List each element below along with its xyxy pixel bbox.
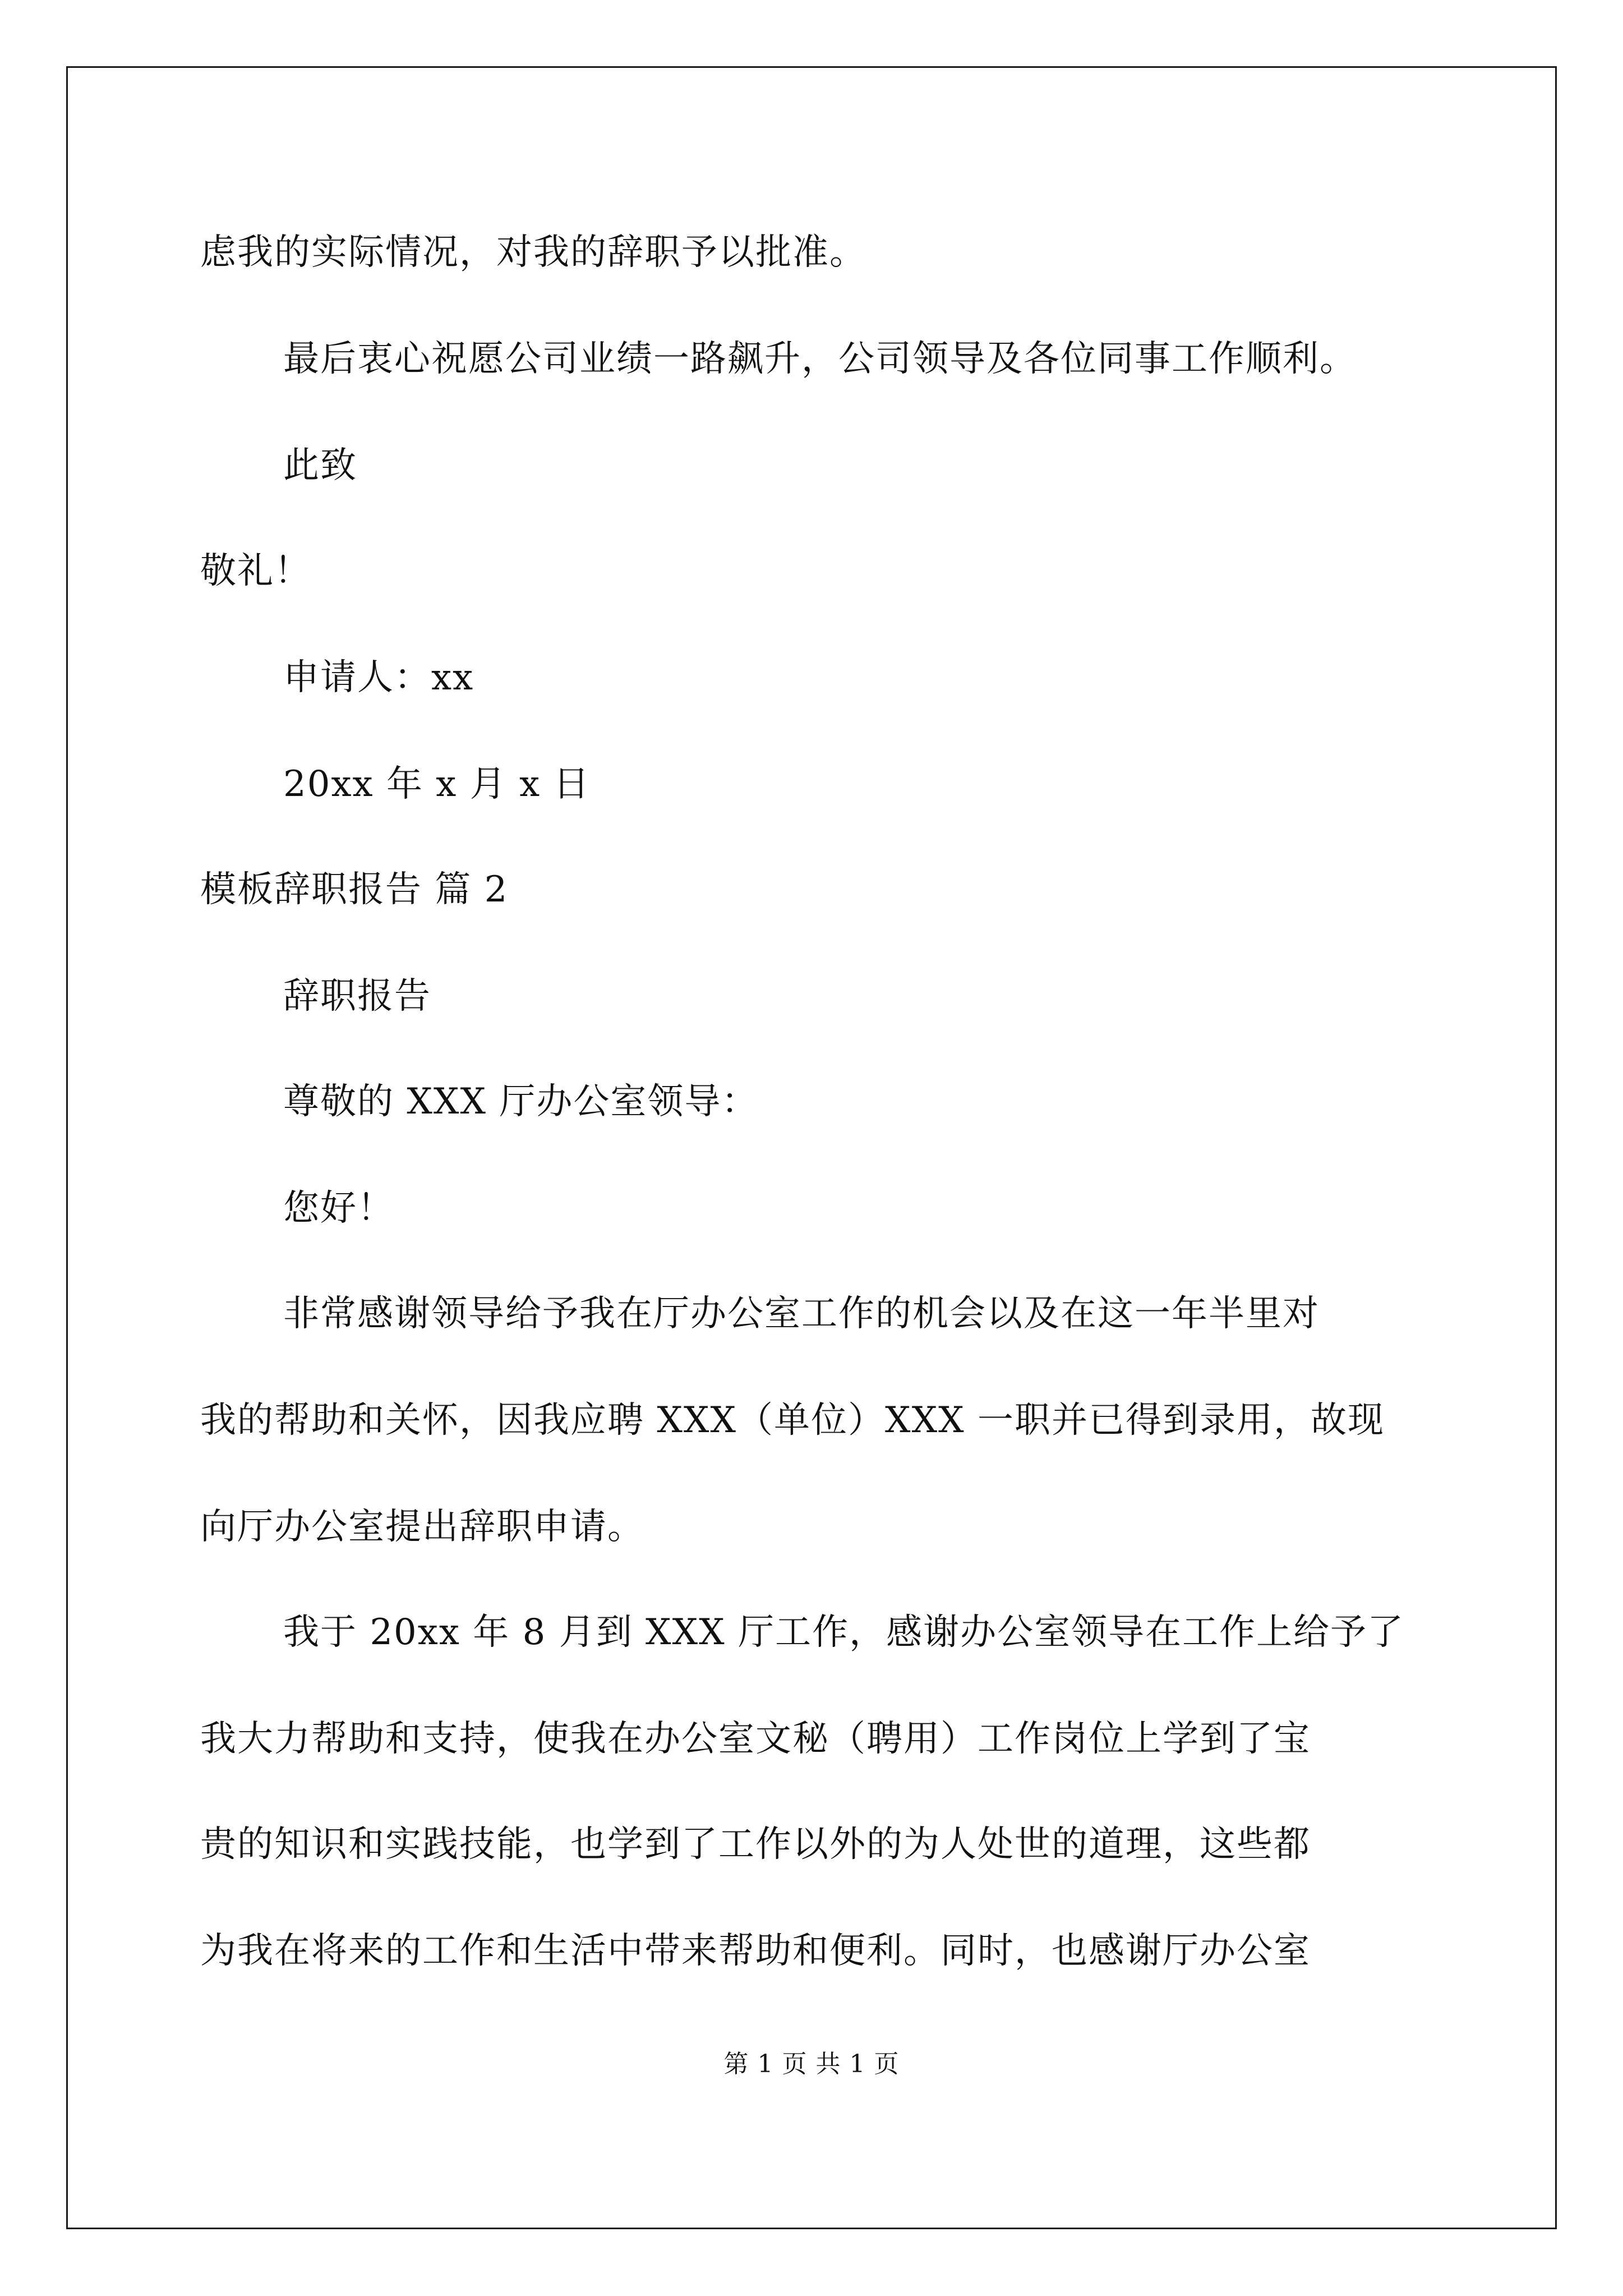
body-line-3: 非常感谢领导给予我在厅办公室工作的机会以及在这一年半里对 — [283, 1293, 1320, 1335]
body-line-9: 为我在将来的工作和生活中带来帮助和便利。同时，也感谢厅办公室 — [200, 1930, 1311, 1972]
signature-date: 20xx 年 x 月 x 日 — [283, 763, 591, 805]
page-border — [66, 66, 1557, 2229]
letter-greeting: 您好！ — [283, 1188, 394, 1229]
body-line-4: 我的帮助和关怀，因我应聘 XXX（单位）XXX 一职并已得到录用，故现 — [200, 1400, 1385, 1441]
closing-regards: 敬礼！ — [200, 550, 311, 592]
applicant-signature: 申请人：xx — [283, 657, 474, 698]
body-line-1: 虑我的实际情况，对我的辞职予以批准。 — [200, 232, 866, 273]
body-line-5: 向厅办公室提出辞职申请。 — [200, 1506, 644, 1548]
body-line-6: 我于 20xx 年 8 月到 XXX 厅工作，感谢办公室领导在工作上给予了 — [283, 1612, 1405, 1653]
body-line-8: 贵的知识和实践技能，也学到了工作以外的为人处世的道理，这些都 — [200, 1824, 1311, 1865]
closing-salutation: 此致 — [283, 445, 357, 486]
body-line-2: 最后衷心祝愿公司业绩一路飙升，公司领导及各位同事工作顺利。 — [283, 338, 1357, 380]
page-number-footer: 第 1 页 共 1 页 — [723, 2050, 900, 2078]
section-heading: 模板辞职报告 篇 2 — [200, 869, 509, 910]
letter-recipient: 尊敬的 XXX 厅办公室领导： — [283, 1081, 759, 1122]
body-line-7: 我大力帮助和支持，使我在办公室文秘（聘用）工作岗位上学到了宝 — [200, 1718, 1311, 1760]
letter-title: 辞职报告 — [283, 976, 431, 1017]
